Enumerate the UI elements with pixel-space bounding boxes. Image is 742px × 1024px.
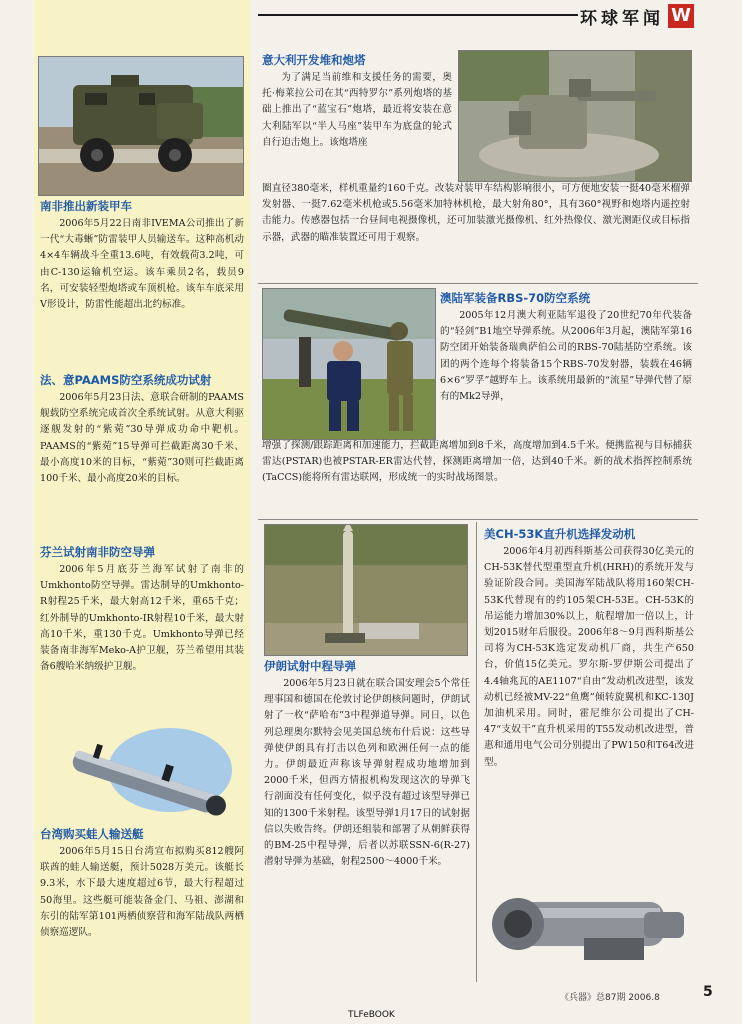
article-title: 伊朗试射中程导弹 [264,659,356,673]
article-taiwan [40,826,244,941]
article-body: 2006年5月23日法、意联合研制的PAAMS舰载防空系统完成首次全系统试射。从意大利驱逐舰发射的“紫菀”30导弹成功命中靶机。PAAMS的“紫菀”15导弹可拦截距离30千米、最小高度10米的目标，“紫菀”30则可拦截距离100千米、最小高度20米的目标。 [40,392,244,485]
article-title: 法、意PAAMS防空系统成功试射 [40,373,212,387]
section-header [580,4,694,28]
header-rule [258,14,578,16]
magazine-issue: 《兵器》总87期 2006.8 [560,993,660,1003]
article-italy-title-wrap [262,52,462,70]
article-rbs70-tail [262,438,692,487]
divider [258,283,698,284]
rbs70-photo [262,288,436,440]
article-title: 美CH-53K直升机选择发动机 [484,527,636,541]
article-body: 2006年5月22日南非IVEMA公司推出了新一代“大毒蜥”防雷装甲人员输送车。这种高机动4×4车辆战斗全重13.6吨，有效载荷3.2吨，可由C-130运输机空运。该车乘员2名，载员9名，可安装轻型炮塔或车顶机枪。该车车底采用V形设计，防雷性能超出北约标准。 [40,218,244,311]
article-sa-vehicle [40,198,244,313]
article-body: 圈直径380毫米，样机重量约160千克。改装对装甲车结构影响很小，可方便地安装一挺40毫米榴弹发射器、一挺7.62毫米机枪或5.56毫米加特林机枪，最大射角80°，具有360°视野和炮塔内遥控射击能力。传感器包括一台昼间电视摄像机，还可加装激光摄像机、红外热像仪、激光测距仪或目标指示器，武器的瞄准装置还可用于观察。 [262,183,690,243]
article-body: 2006年5月底芬兰海军试射了南非的Umkhonto防空导弹。雷达制导的Umkhonto-R射程25千米，最大射高12千米，重65千克；红外制导的Umkhonto-IR射程10千米，最大射高10千米，重130千克。Umkhonto导弹已经装备南非海军Meko-A护卫舰，芬兰希望用其装备6艘哈米纳级护卫舰。 [40,564,244,673]
article-title: 意大利开发堆和炮塔 [262,53,366,67]
article-ch53k [484,526,694,771]
article-body: 2006年5月15日台湾宣布拟购买812艘阿联酋的蛙人输送艇，预计5028万美元。该艇长9.3米，水下最大速度超过6节，最大行程超过50海里。这些艇可能装备金门、马祖、澎湖和东引的陆军第101两栖侦察营和海军陆战队两栖侦察巡逻队。 [40,846,244,939]
engine-image [484,878,694,974]
page-number: 5 [703,984,713,1000]
article-finland [40,544,244,675]
article-body: 增强了探测/跟踪距离和加速能力，拦截距离增加到8千米，高度增加到4.5千米。便携监视与目标捕获雷达(PSTAR)也被PSTAR-ER雷达代替，探测距离增加一倍，达到40千米。新的战术指挥控制系统(TaCCS)能将所有雷达联网，形成统一的实时战场图景。 [262,440,692,484]
article-paams [40,372,244,487]
armored-vehicle-photo [38,56,244,196]
article-body: 2005年12月澳大利亚陆军退役了20世纪70年代装备的“轻剑”B1地空导弹系统。从2006年3月起，澳陆军第16防空团开始装备瑞典萨伯公司的RBS-70陆基防空系统。该团的两个连每个将装备15个RBS-70发射器，装载在46辆6×6“罗孚”越野车上。该系统用最新的“流星”导弹代替了原有的Mk2导弹， [440,310,692,403]
article-title: 南非推出新装甲车 [40,199,132,213]
article-iran [264,658,470,870]
article-rbs70-head [440,290,692,405]
article-italy-body2 [262,181,690,246]
section-title: 环球军闻 [580,8,664,29]
article-body: 为了满足当前维和支援任务的需要，奥托·梅莱拉公司在其“西特罗尔”系列炮塔的基础上推出了“蓝宝石”炮塔，最近将安装在意大利陆军以“半人马座”装甲车为底盘的轮式自行迫击炮上。该炮塔座 [262,72,452,148]
article-title: 台湾购买蛙人输送艇 [40,827,144,841]
missile-launch-photo [264,524,468,656]
swimmer-delivery-vehicle-image [60,722,240,822]
divider [258,519,698,520]
scan-credit: TLFeBOOK [348,1010,395,1020]
section-badge: W [668,4,694,28]
article-title: 澳陆军装备RBS-70防空系统 [440,291,591,305]
article-title: 芬兰试射南非防空导弹 [40,545,155,559]
article-italy-body1 [262,70,452,151]
column-divider [476,522,477,982]
article-body: 2006年4月初西科斯基公司获得30亿美元的CH-53K替代型重型直升机(HRH)的系统开发与验证阶段合同。美国海军陆战队将用160架CH-53K代替现有的约105架CH-53E。CH-53K的吊运能力增加30%以上，航程增加一倍以上，计划2015财年后服役。2006年8～9月西科斯基公司将为CH-53K选定发动机厂商，共生产650台，价值15亿美元。罗尔斯-罗伊斯公司提出了4.4轴兆瓦的AE1107“自由”发动机改进型，该发动机已经被MV-22“鱼鹰”倾转旋翼机和KC-130J加油机采用。同时，霍尼维尔公司提出了CH-47“支奴干”直升机采用的T55发动机改进型，普惠和通用电气公司分别提出了PW150和T64改进型。 [484,546,694,768]
article-body: 2006年5月23日就在联合国安理会5个常任理事国和德国在伦敦讨论伊朗核问题时，伊朗试射了一枚“萨哈布”3中程弹道导弹。同日，以色列总理奥尔默特会见美国总统布什后说：这些导弹使伊朗具有打击以色列和欧洲任何一点的能力。伊朗最近声称该导弹射程成功地增加到2000千米，但西方情报机构发现这次的导弹飞行剖面没有任何变化，似乎没有超过该型导弹已知的1300千米射程。该型导弹1月17日的试射据信以失败告终。伊朗还组装和部署了从朝鲜获得的BM-25中程导弹，后者以苏联SSN-6(R-27)潜射导弹为基础，射程2500～4000千米。 [264,678,470,868]
turret-photo [458,50,692,182]
